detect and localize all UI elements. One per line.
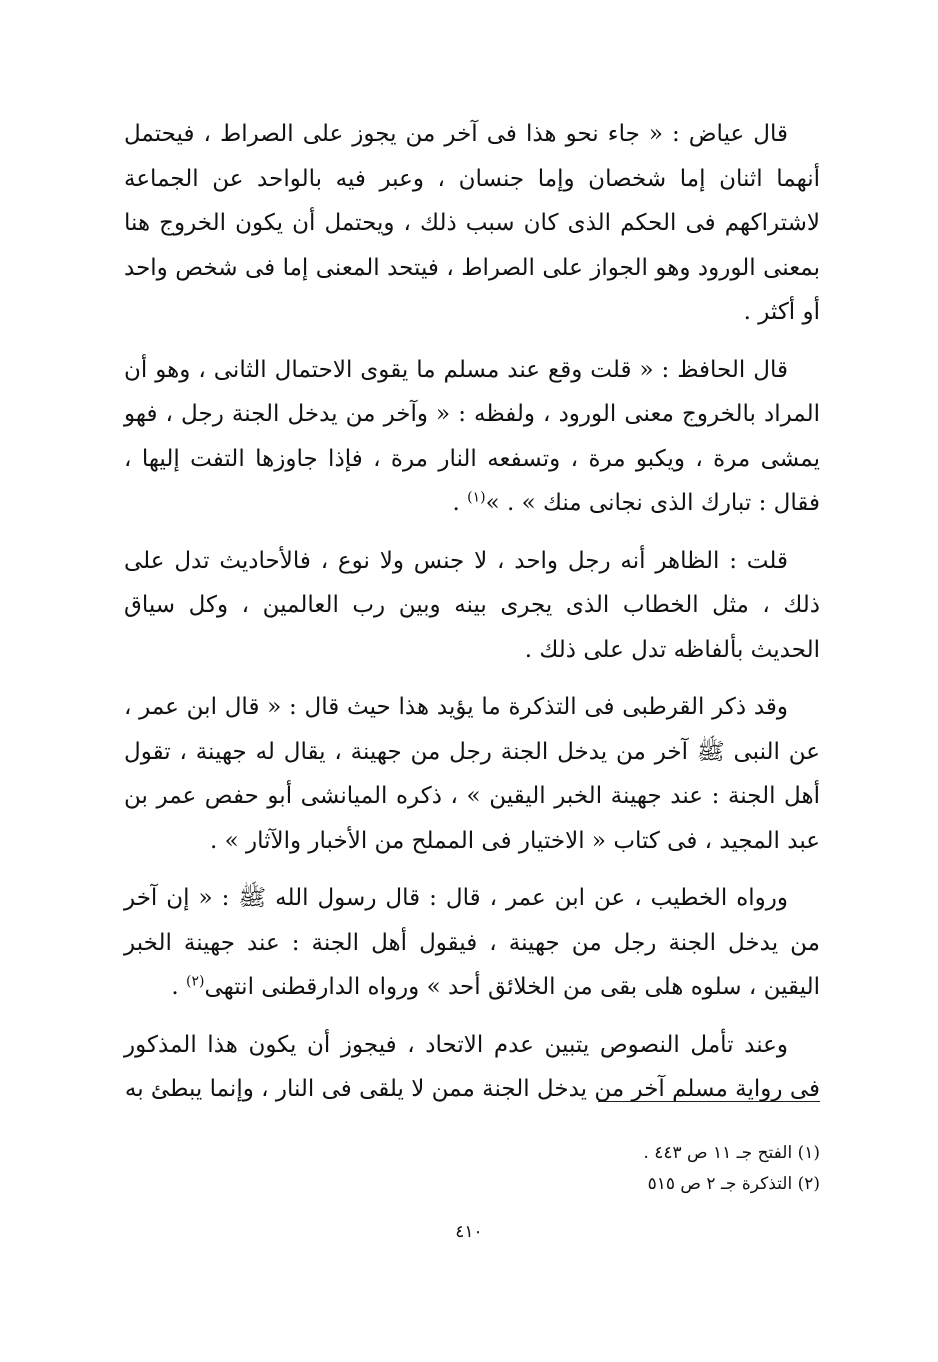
page-number: ٤١٠ (455, 1222, 483, 1242)
paragraph-4 (124, 685, 820, 863)
paragraph-4-text: وقد ذكر القرطبى فى التذكرة ما يؤيد هذا حيث قال : « قال ابن عمر ، عن النبى ﷺ آخر من يدخل الجنة رجل من جهينة ، يقال له جهينة ، تقول أهل الجنة : عند جهينة الخبر اليقين » ، ذكره الميانشى أبو حفص عمر بن عبد المجيد ، فى كتاب « الاختيار فى المملح من الأخبار والآثار » . (124, 694, 820, 854)
footnote-divider (598, 1101, 820, 1102)
paragraph-5-text: ورواه الخطيب ، عن ابن عمر ، قال : قال رسول الله ﷺ : « إن آخر من يدخل الجنة رجل من جهينة ، فيقول أهل الجنة : عند جهينة الخبر اليقين ، سلوه هلى بقى من الخلائق أحد » ورواه الدارقطنى انتهى (124, 885, 820, 1000)
footnote-ref-2[interactable]: (٢) (185, 973, 205, 990)
footnote-ref-1[interactable]: (١) (467, 489, 486, 506)
paragraph-3 (124, 539, 820, 673)
footnote-1: (١) الفتح جـ ١١ ص ٤٤٣ . (643, 1143, 820, 1163)
paragraph-5-end: . (171, 974, 186, 1000)
paragraph-2-text: قال الحافظ : « قلت وقع عند مسلم ما يقوى الاحتمال الثانى ، وهو أن المراد بالخروج معنى الورود ، ولفظه : « وآخر من يدخل الجنة رجل ، فهو يمشى مرة ، ويكبو مرة ، وتسفعه النار مرة ، فإذا جاوزها التفت إليها ، فقال : تبارك الذى نجانى منك » . » (124, 356, 820, 516)
paragraph-6 (124, 1023, 820, 1112)
footnotes (420, 1138, 820, 1200)
paragraph-2-end: . (452, 490, 468, 516)
paragraph-1-text: قال عياض : « جاء نحو هذا فى آخر من يجوز على الصراط ، فيحتمل أنهما اثنان إما شخصان وإما جنسان ، وعبر فيه بالواحد عن الجماعة لاشتراكهم فى الحكم الذى كان سبب ذلك ، ويحتمل أن يكون الخروج هنا بمعنى الورود وهو الجواز على الصراط ، فيتحد المعنى إما فى شخص واحد أو أكثر . (124, 121, 820, 325)
paragraph-6-text: وعند تأمل النصوص يتبين عدم الاتحاد ، فيجوز أن يكون هذا المذكور فى رواية مسلم آخر من يدخل الجنة ممن لا يلقى فى النار ، وإنما يبطئ به (124, 1031, 820, 1102)
paragraph-2 (124, 348, 820, 526)
paragraph-1 (124, 112, 820, 335)
main-text (124, 112, 820, 1125)
paragraph-5 (124, 876, 820, 1010)
paragraph-3-text: قلت : الظاهر أنه رجل واحد ، لا جنس ولا نوع ، فالأحاديث تدل على ذلك ، مثل الخطاب الذى يجرى بينه وبين رب العالمين ، وكل سياق الحديث بألفاظه تدل على ذلك . (124, 547, 820, 663)
footnote-2: (٢) التذكرة جـ ٢ ص ٥١٥ (647, 1174, 820, 1194)
